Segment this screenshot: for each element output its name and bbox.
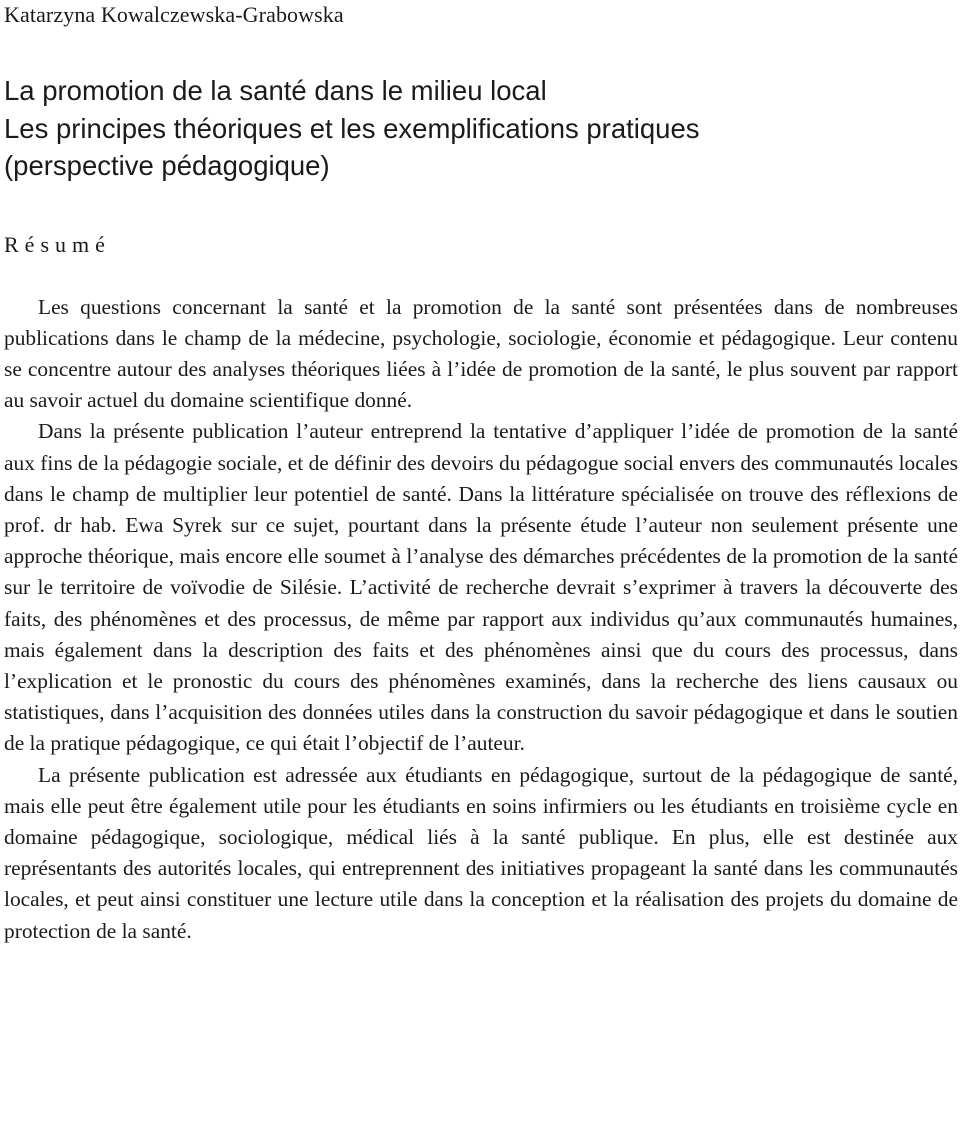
abstract-body <box>4 292 958 947</box>
abstract-paragraph: Les questions concernant la santé et la promotion de la santé sont présentées dans de nombreuses publications dans le champ de la médecine, psychologie, sociologie, économie et pédagogique. Leur contenu se concentre autour des analyses théoriques liées à l’idée de promotion de la santé, le plus souvent par rapport au savoir actuel du domaine scientifique donné. <box>4 294 958 413</box>
abstract-paragraph: La présente publication est adressée aux étudiants en pédagogique, surtout de la pédagogique de santé, mais elle peut être également utile pour les étudiants en soins infirmiers ou les étudiants en troisième cycle en domaine pédagogique, sociologique, médical liés à la santé publique. En plus, elle est destinée aux représentants des autorités locales, qui entreprennent des initiatives propageant la santé dans les communautés locales, et peut ainsi constituer une lecture utile dans la conception et la réalisation des projets du domaine de protection de la santé. <box>4 762 958 943</box>
title-line: Les principes théoriques et les exemplifications pratiques <box>4 112 700 144</box>
abstract-paragraph: Dans la présente publication l’auteur entreprend la tentative d’appliquer l’idée de promotion de la santé aux fins de la pédagogie sociale, et de définir des devoirs du pédagogue social envers des communautés locales dans le champ de multiplier leur potentiel de santé. Dans la littérature spécialisée on trouve des réflexions de prof. dr hab. Ewa Syrek sur ce sujet, pourtant dans la présente étude l’auteur non seulement présente une approche théorique, mais encore elle soumet à l’analyse des démarches précédentes de la promotion de la santé sur le territoire de voïvodie de Silésie. L’activité de recherche devrait s’exprimer à travers la découverte des faits, des phénomènes et des processus, de même par rapport aux individus qu’aux communautés humaines, mais également dans la description des faits et des phénomènes ainsi que du cours des processus, dans l’explication et le pronostic du cours des phénomènes examinés, dans la recherche des liens causaux ou statistiques, dans l’acquisition des données utiles dans la construction du savoir pédagogique et dans le soutien de la pratique pédagogique, ce qui était l’objectif de l’auteur. <box>4 419 958 756</box>
document-page <box>4 0 958 947</box>
title-line: (perspective pédagogique) <box>4 150 330 181</box>
title-line: La promotion de la santé dans le milieu local <box>4 75 547 106</box>
document-title <box>4 72 958 185</box>
author-name: Katarzyna Kowalczewska-Grabowska <box>4 2 344 27</box>
section-heading-resume: Résumé <box>4 231 111 257</box>
